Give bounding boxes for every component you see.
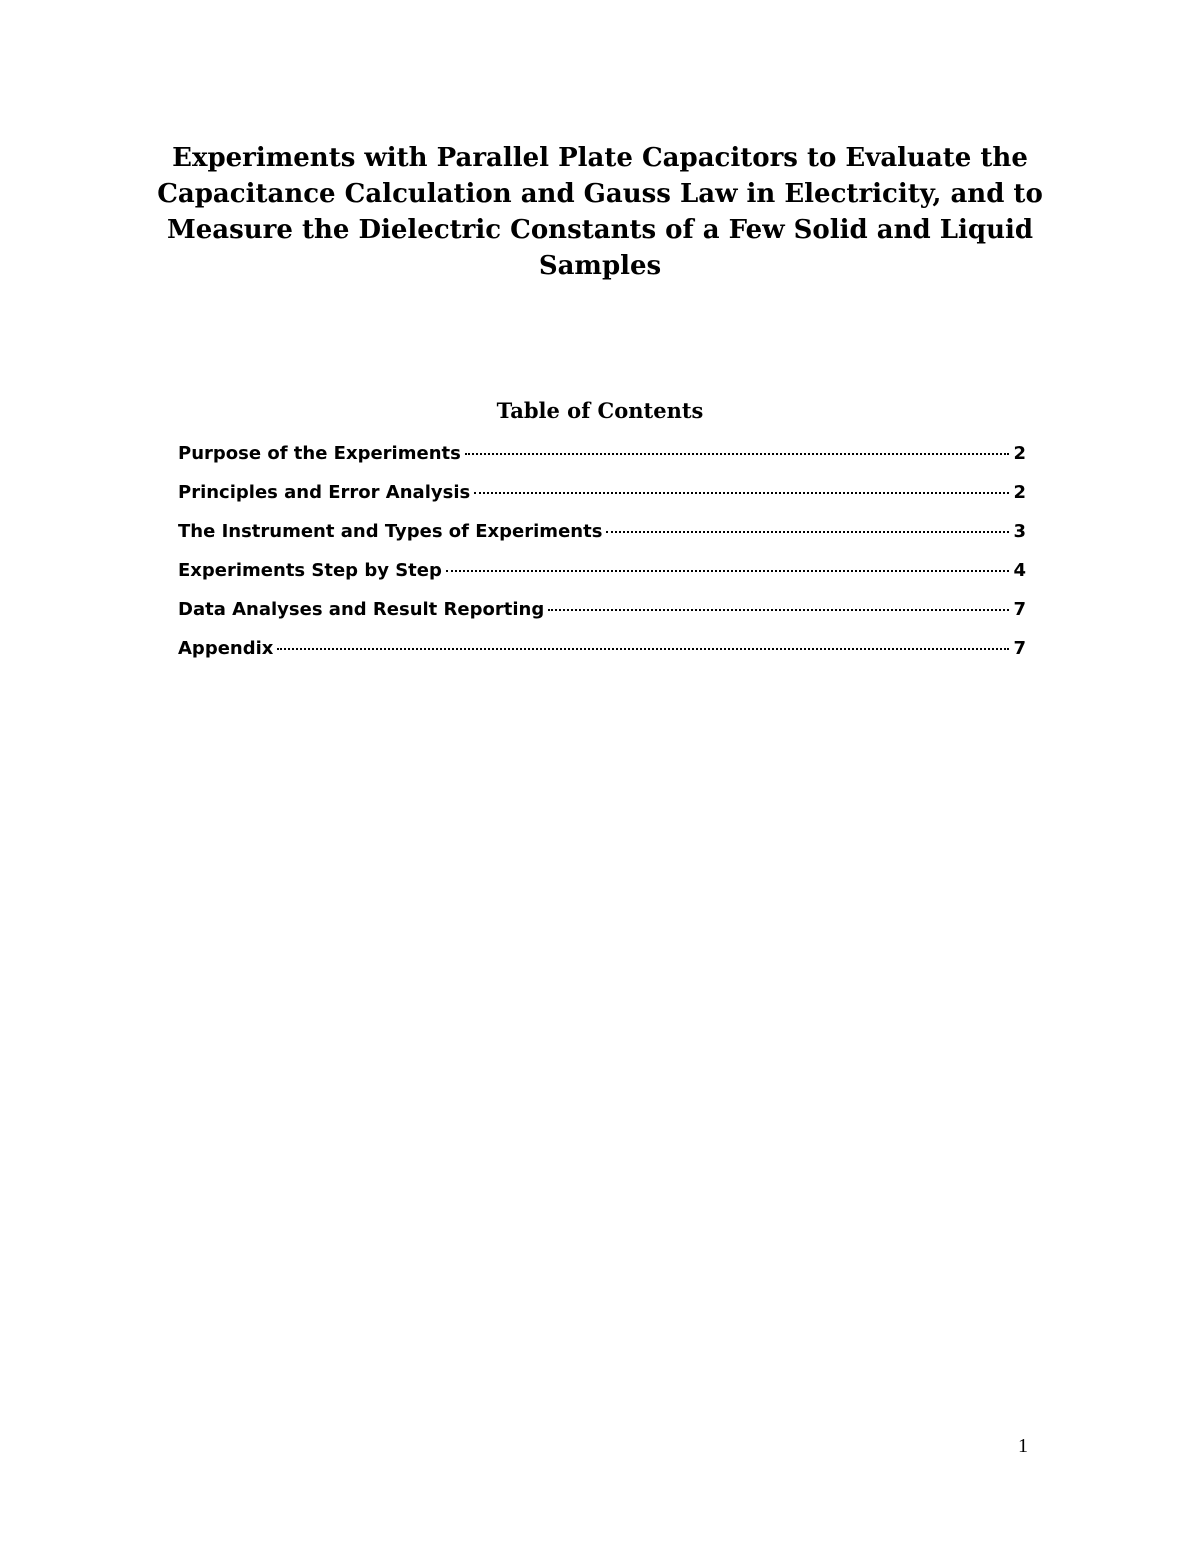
toc-entry-page: 3 bbox=[1013, 521, 1026, 542]
toc-entry-label: Experiments Step by Step bbox=[178, 560, 442, 581]
toc-entry-label: The Instrument and Types of Experiments bbox=[178, 521, 603, 542]
toc-entry-principles[interactable] bbox=[178, 478, 1026, 517]
toc-dot-leader bbox=[474, 492, 1009, 494]
toc-dot-leader bbox=[606, 531, 1009, 533]
toc-dot-leader bbox=[277, 648, 1009, 650]
toc-entry-label: Principles and Error Analysis bbox=[178, 482, 471, 503]
toc-dot-leader bbox=[548, 609, 1009, 611]
toc-entry-instrument[interactable] bbox=[178, 517, 1026, 556]
toc-entry-label: Appendix bbox=[178, 638, 274, 659]
document-title: Experiments with Parallel Plate Capacitors to Evaluate the Capacitance Calculation and Gauss Law in Electricity, and to Measure the Dielectric Constants of a Few Solid and Liquid Samples bbox=[157, 143, 1043, 281]
table-of-contents bbox=[178, 439, 1026, 673]
toc-entry-appendix[interactable] bbox=[178, 634, 1026, 673]
toc-entry-page: 7 bbox=[1013, 599, 1026, 620]
toc-dot-leader bbox=[446, 570, 1010, 572]
page-number: 1 bbox=[1018, 1435, 1028, 1457]
toc-entry-page: 4 bbox=[1013, 560, 1026, 581]
toc-entry-label: Data Analyses and Result Reporting bbox=[178, 599, 545, 620]
toc-entry-steps[interactable] bbox=[178, 556, 1026, 595]
toc-dot-leader bbox=[465, 453, 1010, 455]
toc-entry-page: 2 bbox=[1013, 443, 1026, 464]
toc-entry-data-analyses[interactable] bbox=[178, 595, 1026, 634]
toc-entry-page: 2 bbox=[1013, 482, 1026, 503]
toc-heading: Table of Contents bbox=[496, 398, 704, 423]
toc-entry-label: Purpose of the Experiments bbox=[178, 443, 461, 464]
toc-entry-purpose[interactable] bbox=[178, 439, 1026, 478]
toc-entry-page: 7 bbox=[1013, 638, 1026, 659]
